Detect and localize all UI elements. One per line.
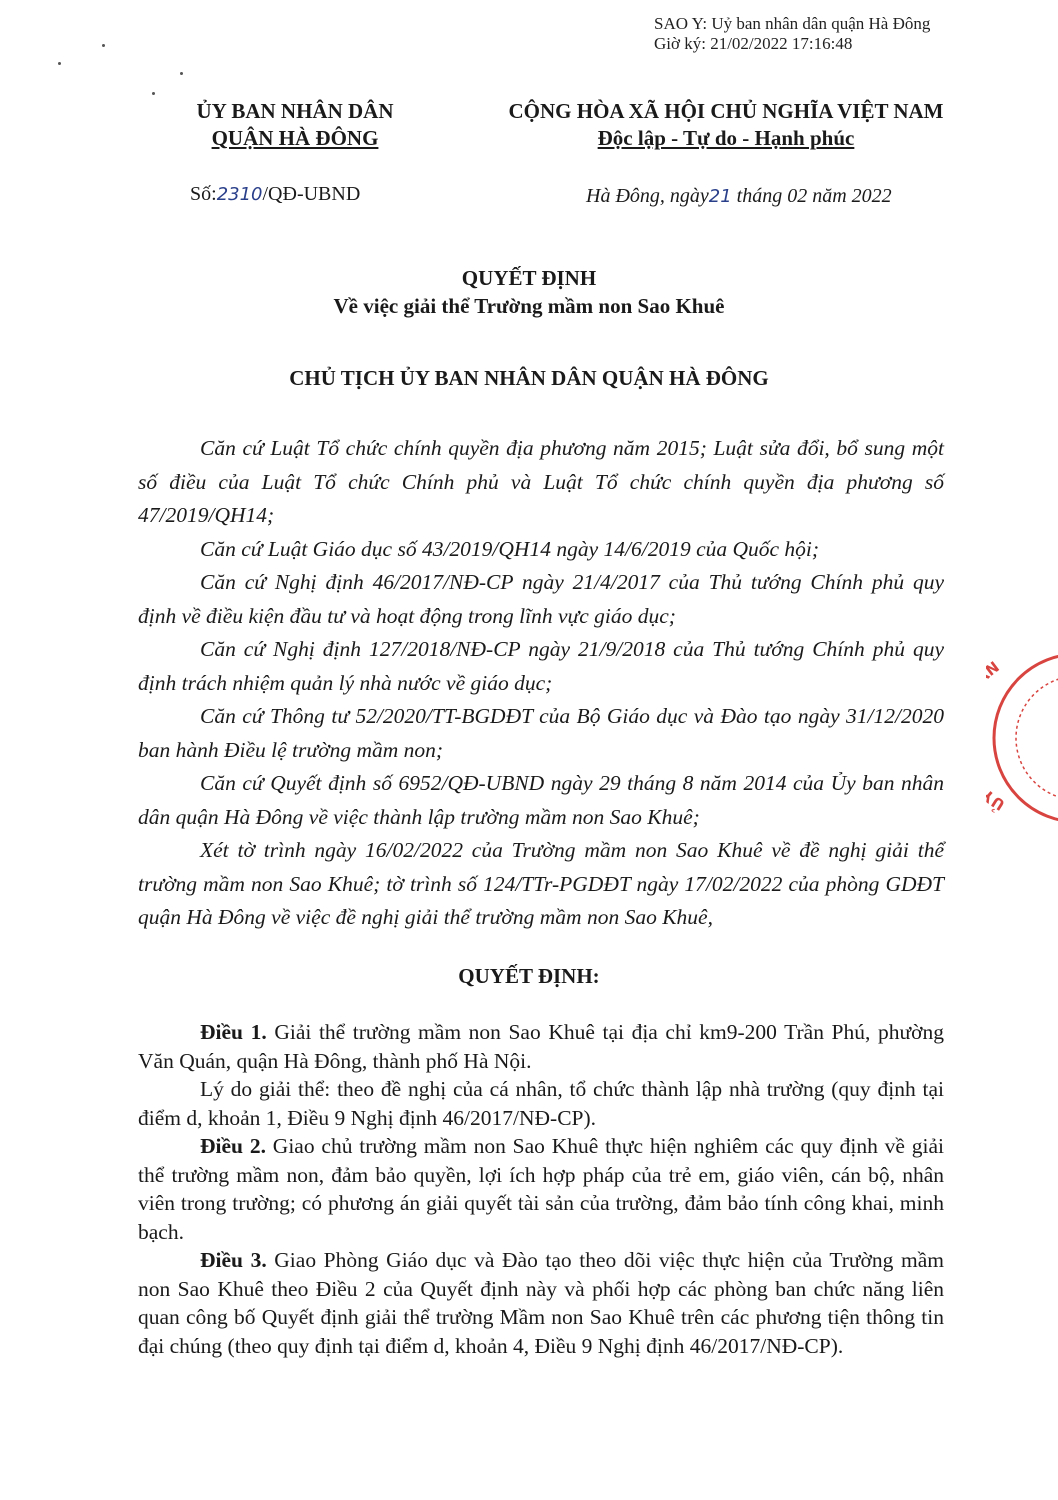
- basis-paragraph: Xét tờ trình ngày 16/02/2022 của Trường mầm non Sao Khuê về đề nghị giải thể trường mầm non Sao Khuê; tờ trình số 124/TTr-PGDĐT ngày 17/02/2022 của phòng GDĐT quận Hà Đông về việc đề nghị giải thể trường mầm non Sao Khuê,: [138, 838, 944, 929]
- doc-date-prefix: Hà Đông, ngày: [586, 185, 709, 207]
- motto: Độc lập - Tự do - Hạnh phúc: [597, 126, 855, 150]
- authority-line2: QUẬN HÀ ĐÔNG: [211, 126, 379, 150]
- title-subtitle: Về việc giải thể Trường mầm non Sao Khuê: [333, 294, 725, 318]
- seal-icon: [986, 652, 1058, 830]
- article-label: Điều 1.: [200, 1020, 267, 1044]
- basis-paragraph: Căn cứ Nghị định 46/2017/NĐ-CP ngày 21/4/2017 của Thủ tướng Chính phủ quy định về điều kiện đầu tư và hoạt động trong lĩnh vực giáo dục;: [138, 570, 944, 628]
- doc-date-suffix: tháng 02 năm 2022: [731, 185, 892, 207]
- authority-line1: ỦY BAN NHÂN DÂN: [196, 99, 394, 123]
- doc-date-day-handwritten: 21: [708, 186, 732, 207]
- copy-stamp-line1: SAO Y: Uỷ ban nhân dân quận Hà Đông: [654, 14, 931, 33]
- scan-speck: [180, 72, 183, 75]
- article-paragraph: [138, 1132, 944, 1246]
- document-number: [190, 183, 360, 206]
- nation-name: CỘNG HÒA XÃ HỘI CHỦ NGHĨA VIỆT NAM: [508, 99, 944, 123]
- article-label: Điều 3.: [200, 1248, 267, 1272]
- basis-paragraph: Căn cứ Luật Giáo dục số 43/2019/QH14 ngày 14/6/2019 của Quốc hội;: [200, 536, 820, 561]
- article-text: Giao chủ trường mầm non Sao Khuê thực hiện nghiêm các quy định về giải thể trường mầm non, đảm bảo quyền, lợi ích hợp pháp của trẻ em, giáo viên, cán bộ, nhân viên trong trường; có phương án giải quyết tài sản của trường, đảm bảo tính công khai, minh bạch.: [138, 1134, 945, 1244]
- doc-number-suffix: /QĐ-UBND: [262, 183, 361, 205]
- svg-text:ỦY BAN NHÂN DÂN: [986, 658, 1008, 817]
- article-paragraph: [138, 1246, 944, 1360]
- doc-number-handwritten: 2310: [216, 184, 263, 205]
- title-main: QUYẾT ĐỊNH: [461, 266, 597, 290]
- doc-number-prefix: Số:: [190, 183, 217, 205]
- document-date: [586, 185, 892, 208]
- article-label: Điều 2.: [200, 1134, 266, 1158]
- article-text: Giải thể trường mầm non Sao Khuê tại địa chỉ km9-200 Trần Phú, phường Văn Quán, quận Hà Đông, thành phố Hà Nội.: [138, 1020, 945, 1073]
- digital-copy-stamp: [654, 14, 930, 54]
- basis-paragraph: Căn cứ Quyết định số 6952/QĐ-UBND ngày 29 tháng 8 năm 2014 của Ủy ban nhân dân quận Hà Đông về việc thành lập trường mầm non Sao Khuê;: [138, 771, 944, 829]
- seal-text: Ủ: [988, 792, 1009, 815]
- article-text: Giao Phòng Giáo dục và Đào tạo theo dõi việc thực hiện của Trường mầm non Sao Khuê theo Điều 2 của Quyết định này và phối hợp các phòng ban chức năng liên quan công bố Quyết định giải thể trường Mầm non Sao Khuê trên các phương tiện thông tin đại chúng (theo quy định tại điểm d, khoản 4, Điều 9 Nghị định 46/2017/NĐ-CP).: [138, 1248, 944, 1358]
- articles: [138, 1018, 944, 1360]
- national-motto: [466, 98, 986, 152]
- chair-heading: CHỦ TỊCH ỦY BAN NHÂN DÂN QUẬN HÀ ĐÔNG: [289, 366, 769, 390]
- scan-speck: [102, 44, 105, 47]
- issuing-authority: [150, 98, 440, 152]
- basis-paragraph: Căn cứ Thông tư 52/2020/TT-BGDĐT của Bộ Giáo dục và Đào tạo ngày 31/12/2020 ban hành Điều lệ trường mầm non;: [138, 704, 944, 762]
- document-title: [0, 264, 1058, 320]
- article-paragraph: [138, 1075, 944, 1132]
- scan-speck: [58, 62, 61, 65]
- legal-basis: [138, 432, 944, 935]
- basis-paragraph: Căn cứ Luật Tổ chức chính quyền địa phương năm 2015; Luật sửa đổi, bổ sung một số điều của Luật Tổ chức Chính phủ và Luật Tổ chức chính quyền địa phương số 47/2019/QH14;: [138, 436, 944, 527]
- article-paragraph: [138, 1018, 944, 1075]
- article-text: Lý do giải thể: theo đề nghị của cá nhân, tổ chức thành lập nhà trường (quy định tại điểm d, khoản 1, Điều 9 Nghị định 46/2017/NĐ-CP).: [138, 1077, 944, 1130]
- basis-paragraph: Căn cứ Nghị định 127/2018/NĐ-CP ngày 21/9/2018 của Thủ tướng Chính phủ quy định trách nhiệm quản lý nhà nước về giáo dục;: [138, 637, 944, 695]
- scan-speck: [152, 92, 155, 95]
- copy-stamp-line2: Giờ ký: 21/02/2022 17:16:48: [654, 34, 853, 53]
- official-seal: [986, 652, 1058, 830]
- decision-heading: QUYẾT ĐỊNH:: [458, 964, 600, 988]
